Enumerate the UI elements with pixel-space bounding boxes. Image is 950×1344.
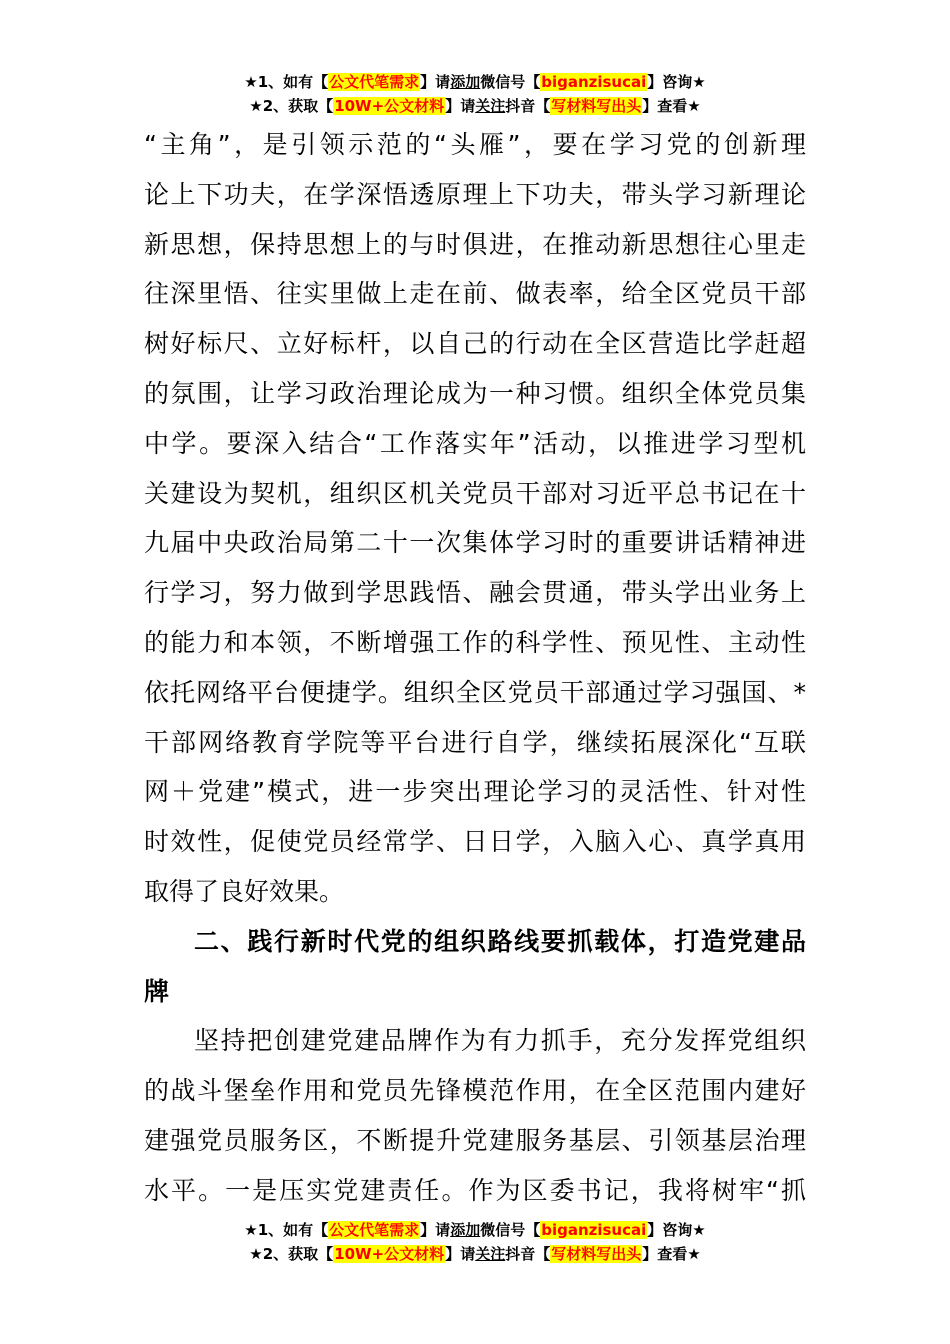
promo-text: 微信号【 bbox=[480, 1221, 541, 1239]
text-line: 取得了良好效果。 bbox=[144, 876, 345, 906]
promo-wechat-id: biganzisucai bbox=[541, 73, 647, 91]
promo-underlined: 关注 bbox=[475, 97, 506, 115]
promo-text: ★2、获取【 bbox=[249, 1245, 334, 1263]
document-body bbox=[144, 120, 806, 1216]
promo-text: 微信号【 bbox=[480, 73, 541, 91]
promo-text: 抖音【 bbox=[505, 97, 551, 115]
text-line: 中学。要深入结合“工作落实年”活动，以推进学习型机 bbox=[144, 428, 806, 458]
promo-douyin-name: 写材料写出头 bbox=[551, 1245, 642, 1263]
promo-text: ★2、获取【 bbox=[249, 97, 334, 115]
text-line: 水平。一是压实党建责任。作为区委书记，我将树牢“抓 bbox=[144, 1175, 806, 1205]
paragraph-2 bbox=[144, 1016, 806, 1215]
section-heading bbox=[144, 917, 806, 1017]
heading-line: 二、践行新时代党的组织路线要抓载体，打造党建品 bbox=[194, 926, 806, 956]
text-line: 树好标尺、立好标杆，以自己的行动在全区营造比学赶超 bbox=[144, 329, 806, 359]
promo-underlined: 添加 bbox=[450, 1221, 481, 1239]
promo-underlined: 添加 bbox=[450, 73, 481, 91]
heading-line: 牌 bbox=[144, 976, 170, 1006]
promo-text: ★1、如有【 bbox=[244, 73, 329, 91]
promo-highlight: 公文代笔需求 bbox=[329, 1221, 420, 1239]
text-line: 行学习，努力做到学思践悟、融会贯通，带头学出业务上 bbox=[144, 578, 806, 608]
promo-banner-bottom bbox=[0, 1218, 950, 1266]
promo-banner-top bbox=[0, 70, 950, 118]
promo-text: 】请 bbox=[445, 97, 476, 115]
text-line: 网＋党建”模式，进一步突出理论学习的灵活性、针对性 bbox=[144, 777, 806, 807]
text-line: “主角”，是引领示范的“头雁”，要在学习党的创新理 bbox=[144, 130, 806, 159]
text-line: 建强党员服务区，不断提升党建服务基层、引领基层治理 bbox=[144, 1125, 806, 1155]
promo-line-2 bbox=[0, 94, 950, 118]
text-line: 坚持把创建党建品牌作为有力抓手，充分发挥党组织 bbox=[194, 1026, 806, 1056]
promo-highlight: 公文代笔需求 bbox=[329, 73, 420, 91]
promo-line-2 bbox=[0, 1242, 950, 1266]
text-line: 依托网络平台便捷学。组织全区党员干部通过学习强国、* bbox=[144, 677, 806, 707]
promo-text: 】请 bbox=[445, 1245, 476, 1263]
text-line: 往深里悟、往实里做上走在前、做表率，给全区党员干部 bbox=[144, 279, 806, 309]
promo-text: 】咨询★ bbox=[647, 73, 706, 91]
promo-text: 】请 bbox=[420, 73, 451, 91]
promo-line-1 bbox=[0, 70, 950, 94]
text-line: 的战斗堡垒作用和党员先锋模范作用，在全区范围内建好 bbox=[144, 1076, 806, 1106]
promo-text: 抖音【 bbox=[505, 1245, 551, 1263]
text-line: 干部网络教育学院等平台进行自学，继续拓展深化“互联 bbox=[144, 727, 806, 757]
text-line: 时效性，促使党员经常学、日日学，入脑入心、真学真用 bbox=[144, 827, 806, 857]
text-line: 论上下功夫，在学深悟透原理上下功夫，带头学习新理论 bbox=[144, 179, 806, 209]
promo-highlight: 10W+公文材料 bbox=[334, 97, 445, 115]
promo-underlined: 关注 bbox=[475, 1245, 506, 1263]
promo-text: 】咨询★ bbox=[647, 1221, 706, 1239]
promo-highlight: 10W+公文材料 bbox=[334, 1245, 445, 1263]
text-line: 新思想，保持思想上的与时俱进，在推动新思想往心里走 bbox=[144, 229, 806, 259]
text-line: 的氛围，让学习政治理论成为一种习惯。组织全体党员集 bbox=[144, 378, 806, 408]
text-line: 关建设为契机，组织区机关党员干部对习近平总书记在十 bbox=[144, 478, 806, 508]
text-line: 九届中央政治局第二十一次集体学习时的重要讲话精神进 bbox=[144, 528, 806, 558]
promo-text: 】查看★ bbox=[642, 97, 701, 115]
promo-line-1 bbox=[0, 1218, 950, 1242]
promo-wechat-id: biganzisucai bbox=[541, 1221, 647, 1239]
promo-douyin-name: 写材料写出头 bbox=[551, 97, 642, 115]
promo-text: 】请 bbox=[420, 1221, 451, 1239]
promo-text: 】查看★ bbox=[642, 1245, 701, 1263]
paragraph-1 bbox=[144, 120, 806, 917]
promo-text: ★1、如有【 bbox=[244, 1221, 329, 1239]
text-line: 的能力和本领，不断增强工作的科学性、预见性、主动性 bbox=[144, 627, 806, 657]
